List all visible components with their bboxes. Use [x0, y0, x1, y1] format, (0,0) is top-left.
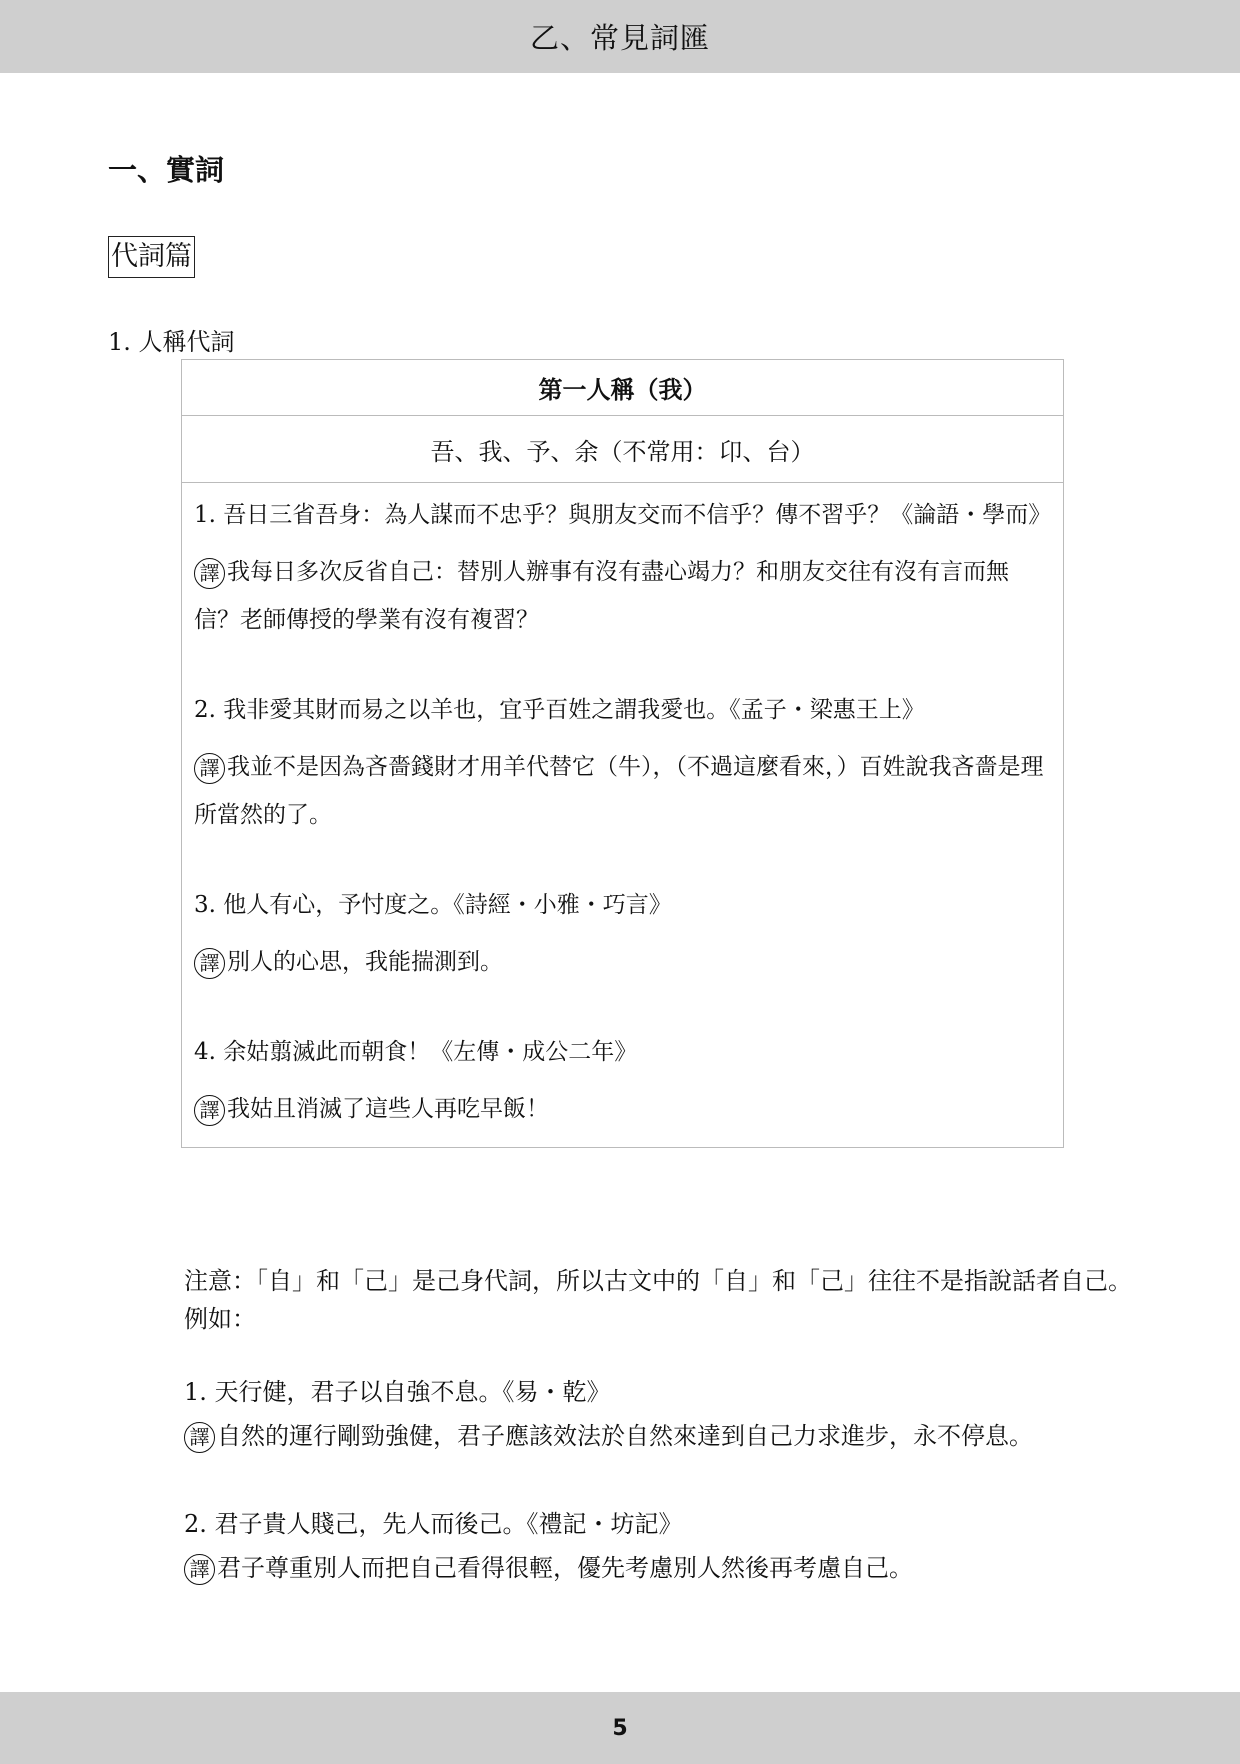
section-title: 一、實詞: [108, 153, 225, 187]
page-footer-bar: [0, 1692, 1240, 1764]
example-source: 2. 我非愛其財而易之以羊也，宜乎百姓之謂我愛也。《孟子・梁惠王上》: [194, 697, 925, 723]
translation-marker-icon: 譯: [194, 753, 225, 784]
example-translation: 譯 我並不是因為吝嗇錢財才用羊代替它（牛），（不過這麼看來，）百姓說我吝嗇是理所當然的了。: [194, 754, 1044, 828]
pronoun-table: [181, 359, 1064, 1148]
translation-marker-icon: 譯: [194, 1095, 225, 1126]
translation-marker-icon: 譯: [184, 1422, 215, 1453]
table-word-list: 吾、我、予、余（不常用：卬、台）: [182, 416, 1063, 483]
page-number: 5: [612, 1715, 628, 1741]
example-source: 3. 他人有心，予忖度之。《詩經・小雅・巧言》: [194, 892, 672, 918]
note-example-source: 1. 天行健，君子以自強不息。《易・乾》: [184, 1378, 611, 1406]
page-header-title: 乙、常見詞匯: [529, 21, 710, 55]
translation-marker-icon: 譯: [194, 948, 225, 979]
example-source: 1. 吾日三省吾身：為人謀而不忠乎？與朋友交而不信乎？傳不習乎？《論語・學而》: [194, 502, 1052, 528]
note-example-translation: 譯 君子尊重別人而把自己看得很輕，優先考慮別人然後再考慮自己。: [184, 1546, 913, 1590]
category-label: 代詞篇: [108, 236, 195, 278]
note-example-item: [184, 1370, 1033, 1458]
example-item: [194, 887, 1051, 986]
note-example-item: [184, 1502, 913, 1590]
note-example-translation: 譯 自然的運行剛勁強健，君子應該效法於自然來達到自己力求進步，永不停息。: [184, 1414, 1033, 1458]
example-item: [194, 1034, 1051, 1133]
example-item: [194, 692, 1051, 839]
table-examples: [182, 483, 1063, 1133]
example-source: 4. 余姑翦滅此而朝食！《左傳・成公二年》: [194, 1039, 638, 1065]
example-item: [194, 497, 1051, 644]
table-heading: 第一人稱（我）: [182, 360, 1063, 416]
example-translation: 譯 別人的心思，我能揣測到。: [194, 938, 1051, 986]
example-translation: 譯 我每日多次反省自己：替別人辦事有沒有盡心竭力？和朋友交往有沒有言而無信？老師傳授的學業有沒有複習？: [194, 559, 1009, 633]
subsection-title: 1. 人稱代詞: [108, 328, 235, 356]
usage-note: 注意：「自」和「己」是己身代詞，所以古文中的「自」和「己」往往不是指說話者自己。例如：: [184, 1267, 1132, 1333]
note-example-source: 2. 君子貴人賤己，先人而後己。《禮記・坊記》: [184, 1510, 683, 1538]
translation-marker-icon: 譯: [184, 1554, 215, 1585]
translation-marker-icon: 譯: [194, 558, 225, 589]
page-header-bar: [0, 0, 1240, 73]
example-translation: 譯 我姑且消滅了這些人再吃早飯！: [194, 1085, 1051, 1133]
